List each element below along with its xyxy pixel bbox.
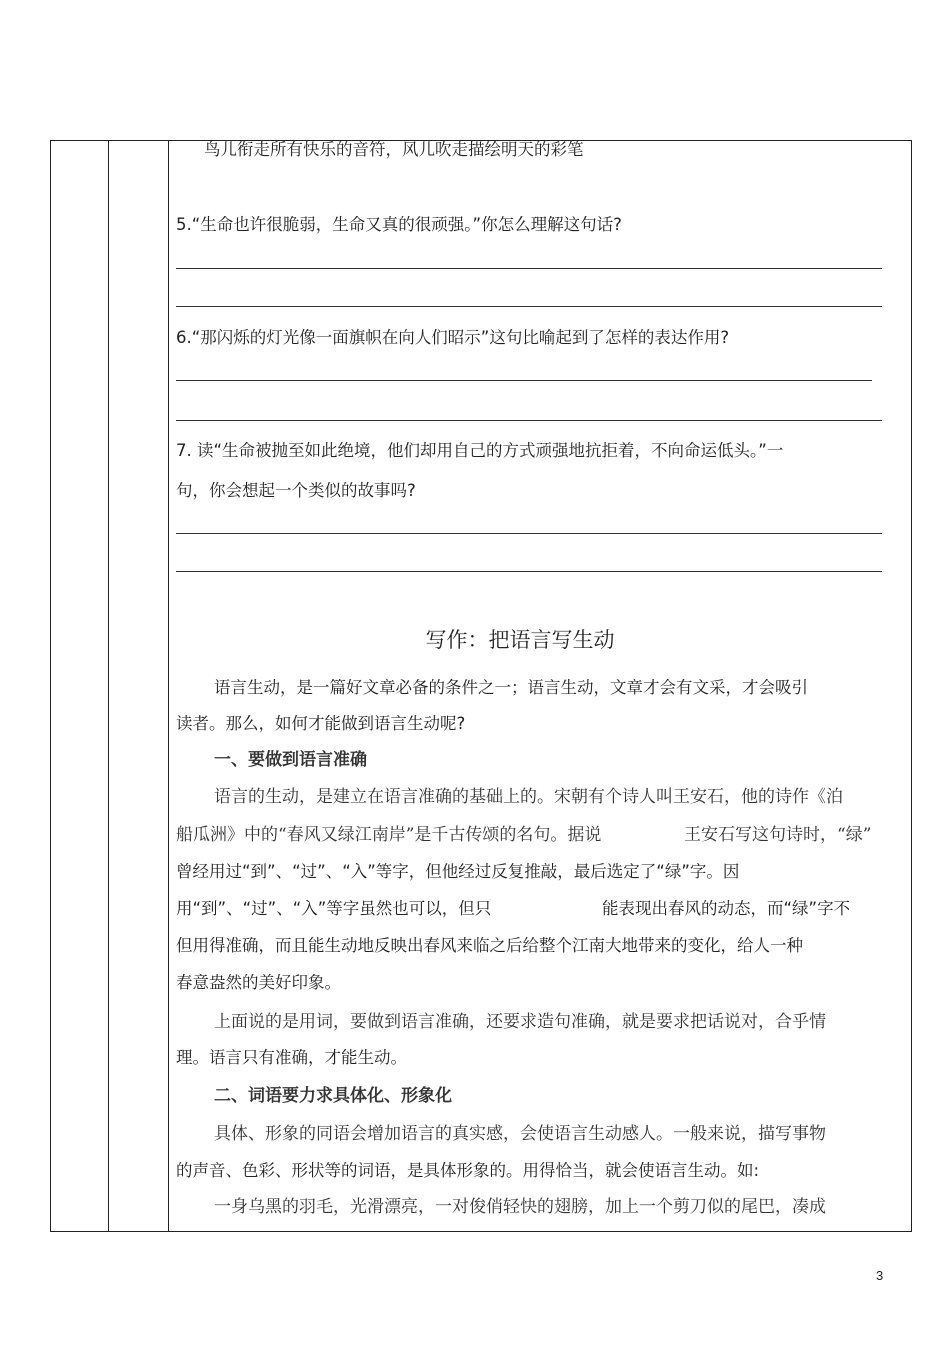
paragraph-line: 春意盎然的美好印象。 [176, 973, 341, 992]
question-7-line-1: 7. 读“生命被抛至如此绝境，他们却用自己的方式顽强地抗拒着，不向命运低头。”一 [176, 441, 784, 460]
paragraph-line: 一身乌黑的羽毛，光滑漂亮，一对俊俏轻快的翅膀，加上一个剪刀似的尾巴，凑成 [214, 1197, 826, 1217]
question-6: 6.“那闪烁的灯光像一面旗帜在向人们昭示”这句比喻起到了怎样的表达作用? [176, 328, 730, 347]
section-1-heading: 一、要做到语言准确 [214, 750, 367, 770]
paragraph-line: 语言的生动，是建立在语言准确的基础上的。宋朝有个诗人叫王安石，他的诗作《泊 [214, 787, 843, 807]
question-5: 5.“生命也许很脆弱，生命又真的很顽强。”你怎么理解这句话? [176, 215, 622, 234]
intro-line: 读者。那么，如何才能做到语言生动呢? [176, 714, 466, 733]
answer-line[interactable] [176, 268, 882, 269]
intro-line: 语言生动，是一篇好文章必备的条件之一；语言生动，文章才会有文采，才会吸引 [214, 678, 808, 697]
paragraph-line: 曾经用过“到”、“过”、“入”等字，但他经过反复推敲，最后选定了“绿”字。因 [176, 862, 740, 881]
answer-line[interactable] [176, 380, 872, 381]
answer-line[interactable] [176, 571, 882, 572]
answer-line[interactable] [176, 306, 882, 307]
answer-line[interactable] [176, 420, 882, 421]
paragraph-line: 船瓜洲》中的“春风又绿江南岸”是千古传颂的名句。据说 [176, 825, 602, 845]
paragraph-line: 用“到”、“过”、“入”等字虽然也可以，但只 [176, 899, 492, 918]
paragraph-line: 具体、形象的同语会增加语言的真实感，会使语言生动感人。一般来说，描写事物 [214, 1124, 826, 1144]
paragraph-line: 能表现出春风的动态，而“绿”字不 [602, 899, 851, 918]
paragraph-line: 的声音、色彩、形状等的词语，是具体形象的。用得恰当，就会使语言生动。如: [176, 1161, 760, 1180]
paragraph-line: 上面说的是用词，要做到语言准确，还要求造句准确，就是要求把话说对，合乎情 [214, 1012, 826, 1032]
column-divider [108, 141, 109, 1231]
column-divider [168, 141, 169, 1231]
question-7-line-2: 句，你会想起一个类似的故事吗? [176, 481, 416, 500]
paragraph-line: 但用得准确，而且能生动地反映出春风来临之后给整个江南大地带来的变化，给人一种 [176, 936, 803, 955]
essay-title: 写作：把语言写生动 [425, 628, 615, 652]
paragraph-line: 王安石写这句诗时，“绿” [684, 825, 872, 845]
poem-line: 鸟儿衔走所有快乐的音符，风儿吹走描绘明天的彩笔 [204, 140, 584, 159]
answer-line[interactable] [176, 533, 882, 534]
page-number: 3 [876, 1268, 884, 1283]
section-2-heading: 二、词语要力求具体化、形象化 [214, 1086, 452, 1106]
paragraph-line: 理。语言只有准确，才能生动。 [176, 1048, 407, 1067]
